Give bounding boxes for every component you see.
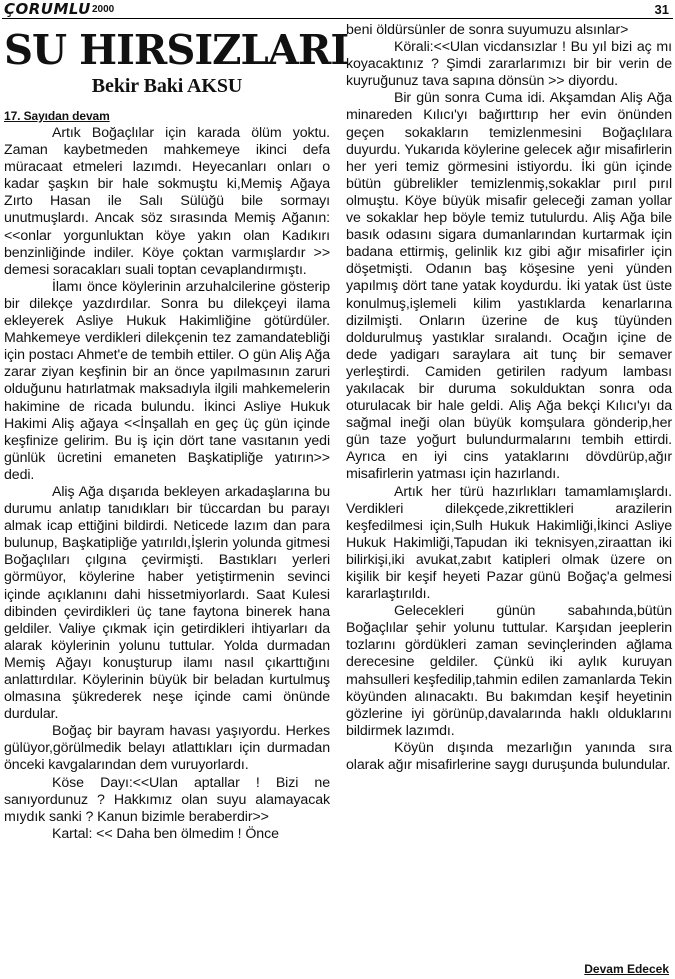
paragraph: Artık her türü hazırlıkları tamamlamışlardı. Verdikleri dilekçede,zikrettikleri arazilerin keşfedilmesi için,Sulh Hukuk Hakimliği,İkinci Asliye Hukuk Hakimliği,Tapudan iki teknisyen,ziraattan iki bilirkişi,iki avukat,zabıt katipleri olmak üzere on kişilik bir keşif heyeti Pazar günü Boğaç'a gelmesi kararlaştırıldı. [346, 483, 672, 603]
left-column [4, 22, 349, 843]
page-header [4, 2, 671, 18]
newspaper-logo: ÇORUMLU [4, 0, 91, 18]
paragraph: Artık Boğaçlılar için karada ölüm yoktu. Zaman kaybetmeden mahkemeye ikinci defa müracaat etmeleri lazımdı. Heyecanları onları o kadar şaşkın bir hale sokmuştu ki,Memiş Ağaya Zırto Hasan ile Salı Sülüğü bile sormayı unutmuşlardı. Ancak söz sırasında Memiş Ağanın:<<onlar yorgunluktan köye yakın olan Kadıkırı benzinliğinde indiler. Köye çoktan varmışlardır >> demesi soracakları suali toptan cevaplandırmıştı. [4, 125, 330, 278]
paragraph: beni öldürsünler de sonra suyumuzu alsınlar> [346, 22, 629, 38]
paragraph: Köse Dayı:<<Ulan aptallar ! Bizi ne sanıyordunuz ? Hakkımız olan suyu alamayacak mıydık sanki ? Kanun bizimle beraberdir>> [4, 774, 330, 825]
paragraph: Kartal: << Daha ben ölmedim ! Önce [52, 825, 279, 842]
right-column [346, 22, 672, 774]
paragraph: Gelecekleri günün sabahında,bütün Boğaçlılar şehir yolunu tuttular. Karşıdan jeeplerin tozlarını gördükleri zaman sevinçlerinden ağlama derecesine geldiler. Çünkü iki aylık kuruyan mahsulleri keşfedilip,tahmin edilen zamanlarda Tekin köyünden alınacaktı. Bu bakımdan keşif heyetinin gözlerine iyi görünüp,davalarında haklı olduklarını bildirmek lazımdı. [346, 603, 672, 739]
paragraph: Boğaç bir bayram havası yaşıyordu. Herkes gülüyor,görülmedik belayı atlattıkları için durmadan önceki kavgalarından dem vuruyorlardı. [4, 723, 330, 774]
article-author: Bekir Baki AKSU [91, 75, 243, 97]
page-number: 31 [654, 2, 669, 17]
paragraph: İlamı önce köylerinin arzuhalcilerine gösterip bir dilekçe yazdırdılar. Sonra bu dilekçeyi ilama ekleyerek Asliye Hukuk Hakimliğine götürdüler. Mahkemeye verdikleri dilekçenin tez zamandatebliği için postacı Ahmet'e de tembih ettiler. O gün Aliş Ağa zarar ziyan keşfinin bir an önce yapılmasının zaruri olduğunu hatırlatmak maksadıyla ilgili mahkemelerin hakimine de ricada bulundu. İkinci Asliye Hukuk Hakimi Aliş ağaya <<İnşallah en geç üç gün içinde keşfinize gelirim. Bu iş için dört tane vasıtanın yedi günlük ücretini emaneten Başkatipliğe yatırın>> dedi. [4, 278, 330, 483]
paragraph: Bir gün sonra Cuma idi. Akşamdan Aliş Ağa minareden Kılıcı'yı bağırttırıp her evin önünden geçen sokakların temizlenmesini Boğaçlılara duyurdu. Yukarıda köylerine gelecek ağır misafirlerin her yeri temiz görmesini istiyordu. İki gün içinde bütün gübrelikler temizlenmiş,sokaklar pırıl pırıl olmuştu. Köye büyük misafir geleceği zaman yollar ve sokaklar hep böyle temiz tutulurdu. Aliş Ağa bile basık odasını sigara dumanlarından kurtarmak için badana ettirmiş, gelinlik kız gibi ağır misafirler için döşetmişti. Odanın baş köşesine yeni yünden yapılmış dört tane yatak koydurdu. İki yatak üst üste konulmuş,işlemeli kilim yastıklarda kenarlarına dizilmişti. Onların üzerine de kuş tüyünden doldurulmuş yastıklar sıralandı. Ocağın içine de dede yadigarı saraylara ait tunç bir semaver yerleştirdi. Camiden getirilen radyum lambası yakılacak bir duruma sokulduktan sonra oda oturulacak bir hale geldi. Aliş Ağa bekçi Kılıcı'yı da sağmal ineği olan büyük komşulara gönderip,her gün taze yoğurt bulundurmalarını tembih ettirdi. Ayrıca en iyi cins yataklarını dövdürüp,ağır misafirlerin yatması için hazırlandı. [346, 90, 672, 483]
article-title: SU HIRSIZLARI [4, 26, 349, 74]
continued-from: 17. Sayıdan devam [4, 109, 110, 123]
header-rule [2, 18, 673, 19]
paragraph: Aliş Ağa dışarıda bekleyen arkadaşlarına bu durumu anlatıp tanıdıkları bir tüccardan bu parayı almak icap ettiğini bildirdi. Neticede lazım dan para bulunup, Başkatipliğe yatırıldı,İşlerin yolunda gitmesi Boğaçlıları çılgına çevirmişti. Bastıkları yerleri görmüyor, köylerine haber yetiştirmenin sevinci içinde açıklanını dahi hissetmiyorlardı. Saat Kulesi dibinden çevirdikleri üç tane faytona binerek hana geldiler. Valiye çıkmak için getirdikleri ihtiyarları da alarak köylerinin yolunu tuttular. Yolda durmadan Memiş Ağayı konuşturup ilamı nasıl çıkarttığını anlattırdılar. Köylerinin büyük bir beladan kurtulmuş olmasına şükrederek neşe içinde cami önünde durdular. [4, 483, 330, 723]
issue-year: 2000 [92, 4, 115, 15]
paragraph: Körali:<<Ulan vicdansızlar ! Bu yıl bizi aç mı koyacaktınız ? Şimdi zararlarımızı bir bir verin de kuyruğunuz tava sapına dönsün >> diyordu. [346, 39, 672, 90]
to-be-continued: Devam Edecek [584, 962, 669, 976]
paragraph: Köyün dışında mezarlığın yanında sıra olarak ağır misafirlerine saygı duruşunda bulundular. [346, 739, 672, 774]
